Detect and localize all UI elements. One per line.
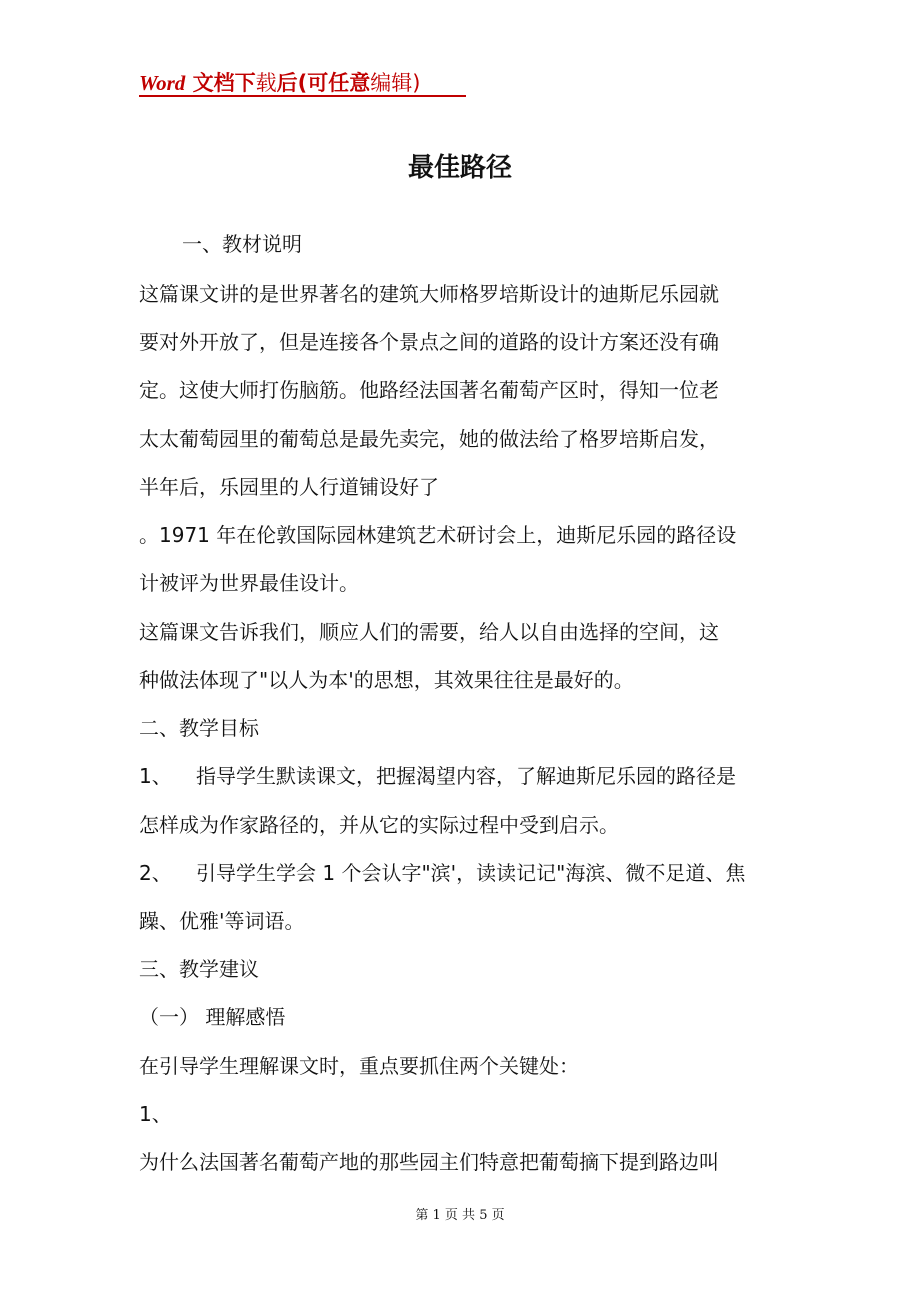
paragraph-line: 半年后，乐园里的人行道铺设好了 bbox=[139, 475, 439, 499]
paragraph-line: 躁、优雅'等词语。 bbox=[139, 909, 305, 933]
header-text-2: 载 bbox=[255, 71, 277, 95]
list-number-line: 1、 bbox=[139, 1102, 172, 1126]
list-item-text: 指导学生默读课文，把握渴望内容，了解迪斯尼乐园的路径是 bbox=[196, 764, 736, 788]
header-text-4: 编辑) bbox=[370, 71, 421, 95]
list-item bbox=[139, 761, 736, 791]
header-text-3: 后(可任意 bbox=[276, 71, 371, 95]
section-heading: 一、教材说明 bbox=[182, 232, 302, 256]
paragraph-line: 怎样成为作家路径的，并从它的实际过程中受到启示。 bbox=[139, 813, 619, 837]
header-text-1: 文档下 bbox=[185, 71, 256, 95]
paragraph-line: 为什么法国著名葡萄产地的那些园主们特意把葡萄摘下提到路边叫 bbox=[139, 1150, 719, 1174]
paragraph-line: 。1971 年在伦敦国际园林建筑艺术研讨会上，迪斯尼乐园的路径设 bbox=[139, 523, 737, 547]
paragraph-line: 这篇课文讲的是世界著名的建筑大师格罗培斯设计的迪斯尼乐园就 bbox=[139, 282, 719, 306]
paragraph-line: 这篇课文告诉我们，顺应人们的需要，给人以自由选择的空间，这 bbox=[139, 620, 719, 644]
paragraph-line: 计被评为世界最佳设计。 bbox=[139, 571, 359, 595]
paragraph-line: 太太葡萄园里的葡萄总是最先卖完，她的做法给了格罗培斯启发， bbox=[139, 427, 719, 451]
list-item bbox=[139, 858, 745, 888]
list-number: 1、 bbox=[139, 764, 172, 788]
list-item-text: 引导学生学会 1 个会认字"滨'，读读记记"海滨、微不足道、焦 bbox=[196, 861, 746, 885]
list-number: 2、 bbox=[139, 861, 172, 885]
section-heading: 二、教学目标 bbox=[139, 716, 259, 740]
section-heading: 三、教学建议 bbox=[139, 957, 259, 981]
paragraph-line: 定。这使大师打伤脑筋。他路经法国著名葡萄产区时，得知一位老 bbox=[139, 378, 719, 402]
paragraph-line: 在引导学生理解课文时，重点要抓住两个关键处： bbox=[139, 1054, 579, 1078]
page-footer: 第 1 页 共 5 页 bbox=[415, 1208, 505, 1223]
subsection-heading: （一） 理解感悟 bbox=[139, 1005, 286, 1029]
header-word: Word bbox=[139, 71, 186, 95]
header-underline bbox=[139, 95, 466, 97]
page-title: 最佳路径 bbox=[407, 153, 512, 183]
document-header bbox=[139, 68, 420, 98]
paragraph-line: 要对外开放了，但是连接各个景点之间的道路的设计方案还没有确 bbox=[139, 330, 719, 354]
paragraph-line: 种做法体现了"以人为本'的思想，其效果往往是最好的。 bbox=[139, 668, 634, 692]
